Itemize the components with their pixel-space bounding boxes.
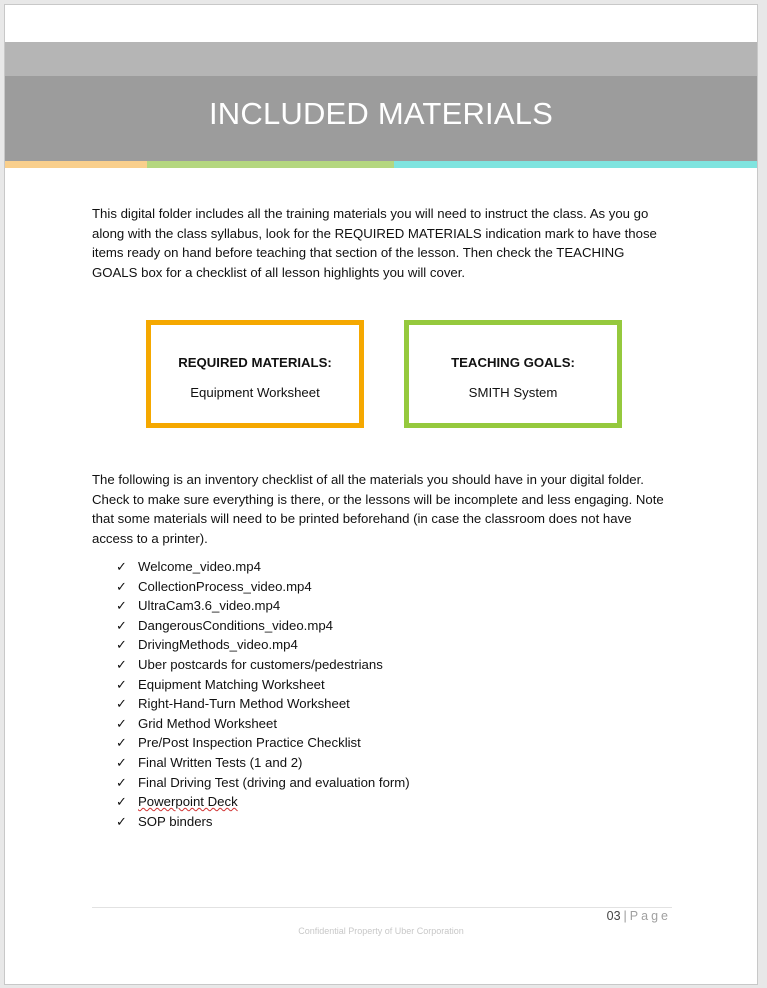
checklist-item [116, 675, 410, 695]
checklist-item-label: SOP binders [138, 813, 213, 829]
inventory-paragraph: The following is an inventory checklist of all the materials you should have in your digital folder. Check to make sure everything is there, or the lessons will be incomplete and less engaging. Note that some materials will need to be printed beforehand (in case the classroom does not have access to a printer). [92, 472, 664, 546]
checklist-item [116, 812, 410, 832]
checklist-item-label: Right-Hand-Turn Method Worksheet [138, 696, 350, 712]
checklist-item [116, 694, 410, 714]
checklist-item-label: DrivingMethods_video.mp4 [138, 637, 298, 653]
checkmark-icon: ✓ [116, 637, 127, 653]
checkmark-icon: ✓ [116, 813, 127, 829]
stripe-teal [394, 161, 757, 168]
checklist-item-label: Grid Method Worksheet [138, 715, 278, 731]
checklist-item-label: Final Written Tests (1 and 2) [138, 754, 303, 770]
checklist-item-label: Powerpoint Deck [138, 794, 238, 810]
materials-checklist [116, 557, 410, 831]
teaching-goals-heading: TEACHING GOALS: [451, 355, 575, 370]
checklist-item-label: DangerousConditions_video.mp4 [138, 617, 334, 633]
checklist-item [116, 635, 410, 655]
checklist-item [116, 616, 410, 636]
page-number-value: 03 [606, 909, 621, 923]
document-page [4, 4, 758, 985]
checkmark-icon: ✓ [116, 754, 127, 770]
checklist-item [116, 577, 410, 597]
checklist-item [116, 733, 410, 753]
page-number [607, 909, 671, 923]
checkmark-icon: ✓ [116, 656, 127, 672]
checkmark-icon: ✓ [116, 676, 127, 692]
required-materials-box [146, 320, 364, 428]
checkmark-icon: ✓ [116, 774, 127, 790]
checklist-item-label: Uber postcards for customers/pedestrians [138, 656, 383, 672]
checklist-item-label: CollectionProcess_video.mp4 [138, 578, 312, 594]
page-title: INCLUDED MATERIALS [208, 96, 554, 131]
checklist-item-label: UltraCam3.6_video.mp4 [138, 598, 281, 614]
footer-divider [92, 907, 672, 908]
stripe-green [147, 161, 394, 168]
page-label: Page [629, 909, 671, 923]
checkmark-icon: ✓ [116, 617, 127, 633]
checkmark-icon: ✓ [116, 794, 127, 810]
required-materials-heading: REQUIRED MATERIALS: [178, 355, 332, 370]
checkmark-icon: ✓ [116, 559, 127, 574]
checkmark-icon: ✓ [116, 598, 127, 614]
checkmark-icon: ✓ [116, 578, 127, 594]
checklist-item-label: Final Driving Test (driving and evaluation form) [138, 774, 410, 790]
checklist-item [116, 557, 410, 577]
intro-paragraph: This digital folder includes all the training materials you will need to instruct the class. As you go along with the class syllabus, look for the REQUIRED MATERIALS indication mark to have those items ready on hand before teaching that section of the lesson. Then check the TEACHING GOALS box for a checklist of all lesson highlights you will cover. [92, 206, 657, 280]
checklist-item-label: Pre/Post Inspection Practice Checklist [138, 735, 361, 751]
checklist-item [116, 792, 410, 812]
page-number-separator: | [623, 909, 627, 923]
teaching-goals-value: SMITH System [468, 385, 558, 400]
checklist-item-label: Equipment Matching Worksheet [138, 676, 325, 692]
checklist-item [116, 753, 410, 773]
required-materials-value: Equipment Worksheet [190, 385, 320, 400]
checklist-item-label: Welcome_video.mp4 [138, 559, 261, 574]
checkmark-icon: ✓ [116, 696, 127, 712]
teaching-goals-box [404, 320, 622, 428]
header-banner-top [5, 42, 757, 76]
checklist-item [116, 596, 410, 616]
checklist-item [116, 714, 410, 734]
stripe-orange [5, 161, 147, 168]
checkmark-icon: ✓ [116, 715, 127, 731]
checkmark-icon: ✓ [116, 735, 127, 751]
confidential-notice: Confidential Property of Uber Corporation [298, 926, 464, 936]
checklist-item [116, 773, 410, 793]
checklist-item [116, 655, 410, 675]
